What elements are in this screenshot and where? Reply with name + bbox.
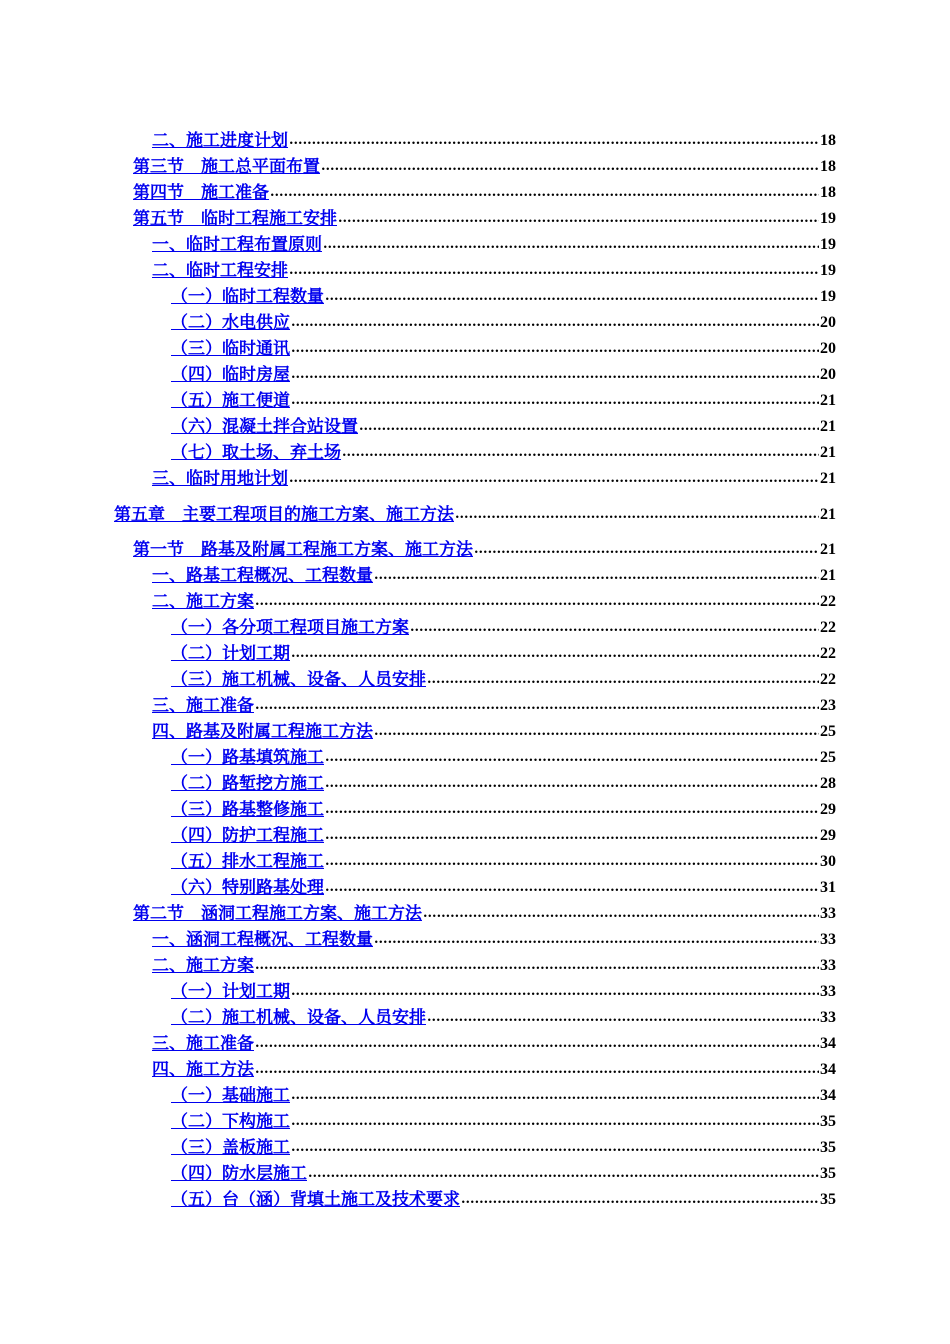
toc-leader-dots [255, 695, 819, 717]
toc-entry-label[interactable]: 第五节 临时工程施工安排 [133, 209, 337, 229]
toc-entry-label[interactable]: （六）混凝土拌合站设置 [171, 417, 358, 437]
toc-entry-page: 19 [820, 236, 836, 253]
toc-leader-dots [325, 747, 819, 769]
toc-entry-label[interactable]: 第三节 施工总平面布置 [133, 157, 320, 177]
toc-entry-label[interactable]: （五）台（涵）背填土施工及技术要求 [171, 1190, 460, 1210]
toc-entry-label[interactable]: （二）施工机械、设备、人员安排 [171, 1008, 426, 1028]
toc-entry[interactable] [0, 769, 950, 795]
toc-entry-page: 35 [820, 1113, 836, 1130]
toc-leader-dots [289, 130, 819, 152]
toc-entry[interactable] [0, 386, 950, 412]
toc-entry-label[interactable]: 四、施工方法 [152, 1060, 254, 1080]
toc-entry[interactable] [0, 639, 950, 665]
toc-leader-dots [374, 565, 819, 587]
toc-entry[interactable] [0, 535, 950, 561]
toc-entry-label[interactable]: （二）计划工期 [171, 644, 290, 664]
toc-leader-dots [325, 851, 819, 873]
toc-entry[interactable] [0, 230, 950, 256]
toc-entry-page: 19 [820, 288, 836, 305]
toc-entry-label[interactable]: （二）下构施工 [171, 1112, 290, 1132]
toc-entry-label[interactable]: （五）排水工程施工 [171, 852, 324, 872]
toc-entry[interactable] [0, 204, 950, 230]
toc-entry-label[interactable]: 二、施工进度计划 [152, 131, 288, 151]
toc-leader-dots [461, 1189, 819, 1211]
toc-entry-page: 33 [820, 905, 836, 922]
toc-leader-dots [321, 156, 819, 178]
toc-entry[interactable] [0, 282, 950, 308]
toc-entry-page: 20 [820, 366, 836, 383]
toc-leader-dots [325, 877, 819, 899]
toc-entry-label[interactable]: 四、路基及附属工程施工方法 [152, 722, 373, 742]
toc-entry-label[interactable]: （一）各分项工程项目施工方案 [171, 618, 409, 638]
toc-entry[interactable] [0, 1029, 950, 1055]
toc-entry-page: 28 [820, 775, 836, 792]
toc-entry-page: 22 [820, 593, 836, 610]
toc-entry-label[interactable]: （四）防护工程施工 [171, 826, 324, 846]
toc-entry-page: 23 [820, 697, 836, 714]
toc-leader-dots [338, 208, 819, 230]
toc-leader-dots [255, 955, 819, 977]
toc-entry-label[interactable]: 二、施工方案 [152, 592, 254, 612]
toc-leader-dots [255, 591, 819, 613]
toc-entry-page: 34 [820, 1035, 836, 1052]
toc-entry-label[interactable]: 第四节 施工准备 [133, 183, 269, 203]
toc-entry[interactable] [0, 1133, 950, 1159]
toc-entry-page: 35 [820, 1139, 836, 1156]
toc-entry-page: 21 [820, 541, 836, 558]
toc-entry[interactable] [0, 899, 950, 925]
table-of-contents [0, 126, 950, 1211]
toc-entry-page: 30 [820, 853, 836, 870]
toc-entry[interactable] [0, 178, 950, 204]
toc-entry-label[interactable]: （一）基础施工 [171, 1086, 290, 1106]
toc-leader-dots [291, 1111, 819, 1133]
toc-leader-dots [325, 773, 819, 795]
toc-entry-label[interactable]: 三、施工准备 [152, 696, 254, 716]
toc-entry-label[interactable]: （一）路基填筑施工 [171, 748, 324, 768]
toc-entry[interactable] [0, 334, 950, 360]
toc-entry-page: 25 [820, 749, 836, 766]
toc-leader-dots [291, 1085, 819, 1107]
toc-leader-dots [291, 312, 819, 334]
toc-entry[interactable] [0, 1159, 950, 1185]
toc-leader-dots [325, 286, 819, 308]
toc-leader-dots [291, 981, 819, 1003]
toc-leader-dots [289, 468, 819, 490]
toc-entry[interactable] [0, 360, 950, 386]
toc-entry-label[interactable]: 二、施工方案 [152, 956, 254, 976]
toc-entry[interactable] [0, 717, 950, 743]
toc-entry-page: 20 [820, 340, 836, 357]
toc-entry-page: 35 [820, 1191, 836, 1208]
toc-entry-label[interactable]: 三、施工准备 [152, 1034, 254, 1054]
toc-entry-label[interactable]: 第一节 路基及附属工程施工方案、施工方法 [133, 540, 473, 560]
toc-leader-dots [455, 504, 819, 526]
toc-entry-page: 19 [820, 210, 836, 227]
toc-leader-dots [342, 442, 819, 464]
toc-entry-page: 29 [820, 801, 836, 818]
toc-entry-page: 34 [820, 1087, 836, 1104]
toc-entry-label[interactable]: 第五章 主要工程项目的施工方案、施工方法 [114, 505, 454, 525]
toc-entry-page: 35 [820, 1165, 836, 1182]
toc-entry[interactable] [0, 743, 950, 769]
toc-entry-page: 21 [820, 506, 836, 523]
toc-entry[interactable] [0, 587, 950, 613]
toc-entry-page: 22 [820, 619, 836, 636]
toc-leader-dots [474, 539, 819, 561]
toc-leader-dots [427, 1007, 819, 1029]
toc-entry[interactable] [0, 665, 950, 691]
toc-entry-page: 22 [820, 671, 836, 688]
toc-entry-page: 25 [820, 723, 836, 740]
toc-entry-label[interactable]: （四）防水层施工 [171, 1164, 307, 1184]
toc-leader-dots [291, 338, 819, 360]
toc-entry[interactable] [0, 561, 950, 587]
toc-entry-label[interactable]: 三、临时用地计划 [152, 469, 288, 489]
toc-entry[interactable] [0, 795, 950, 821]
toc-entry-page: 29 [820, 827, 836, 844]
toc-entry-label[interactable]: （三）临时通讯 [171, 339, 290, 359]
toc-entry-page: 18 [820, 158, 836, 175]
toc-leader-dots [323, 234, 819, 256]
toc-entry-page: 18 [820, 184, 836, 201]
toc-entry-label[interactable]: 一、涵洞工程概况、工程数量 [152, 930, 373, 950]
toc-leader-dots [289, 260, 819, 282]
toc-leader-dots [291, 364, 819, 386]
toc-entry-page: 19 [820, 262, 836, 279]
toc-entry-page: 18 [820, 132, 836, 149]
toc-entry-label[interactable]: （三）施工机械、设备、人员安排 [171, 670, 426, 690]
toc-entry-label[interactable]: （六）特别路基处理 [171, 878, 324, 898]
toc-entry-label[interactable]: （二）路堑挖方施工 [171, 774, 324, 794]
toc-entry[interactable] [0, 1055, 950, 1081]
toc-entry-label[interactable]: （一）临时工程数量 [171, 287, 324, 307]
toc-entry-label[interactable]: （三）盖板施工 [171, 1138, 290, 1158]
toc-entry-label[interactable]: （七）取土场、弃土场 [171, 443, 341, 463]
toc-entry-page: 33 [820, 957, 836, 974]
toc-entry-page: 21 [820, 444, 836, 461]
toc-entry[interactable] [0, 126, 950, 152]
toc-entry[interactable] [0, 847, 950, 873]
toc-entry-label[interactable]: （四）临时房屋 [171, 365, 290, 385]
toc-entry-page: 21 [820, 392, 836, 409]
toc-chapter-entry[interactable] [0, 500, 950, 526]
toc-entry[interactable] [0, 1107, 950, 1133]
toc-entry-page: 20 [820, 314, 836, 331]
toc-entry-label[interactable]: 二、临时工程安排 [152, 261, 288, 281]
toc-leader-dots [374, 721, 819, 743]
toc-entry[interactable] [0, 438, 950, 464]
toc-entry[interactable] [0, 613, 950, 639]
toc-entry[interactable] [0, 412, 950, 438]
toc-entry[interactable] [0, 691, 950, 717]
toc-entry-label[interactable]: （一）计划工期 [171, 982, 290, 1002]
toc-entry-label[interactable]: 第二节 涵洞工程施工方案、施工方法 [133, 904, 422, 924]
toc-leader-dots [374, 929, 819, 951]
toc-entry-label[interactable]: 一、临时工程布置原则 [152, 235, 322, 255]
toc-entry[interactable] [0, 152, 950, 178]
toc-entry[interactable] [0, 951, 950, 977]
toc-leader-dots [325, 799, 819, 821]
toc-leader-dots [423, 903, 819, 925]
toc-leader-dots [410, 617, 819, 639]
toc-entry[interactable] [0, 977, 950, 1003]
toc-entry[interactable] [0, 256, 950, 282]
toc-leader-dots [291, 643, 819, 665]
toc-entry-page: 33 [820, 983, 836, 1000]
toc-entry[interactable] [0, 464, 950, 490]
toc-leader-dots [255, 1059, 819, 1081]
toc-entry-page: 22 [820, 645, 836, 662]
toc-leader-dots [270, 182, 819, 204]
toc-entry-page: 34 [820, 1061, 836, 1078]
toc-entry[interactable] [0, 1185, 950, 1211]
toc-entry-label[interactable]: （二）水电供应 [171, 313, 290, 333]
toc-entry[interactable] [0, 873, 950, 899]
toc-entry-label[interactable]: （三）路基整修施工 [171, 800, 324, 820]
toc-entry-page: 21 [820, 470, 836, 487]
toc-entry-page: 21 [820, 418, 836, 435]
toc-leader-dots [291, 390, 819, 412]
toc-entry[interactable] [0, 925, 950, 951]
toc-entry-page: 21 [820, 567, 836, 584]
toc-leader-dots [255, 1033, 819, 1055]
toc-entry[interactable] [0, 1081, 950, 1107]
toc-entry-page: 33 [820, 1009, 836, 1026]
toc-entry-page: 33 [820, 931, 836, 948]
toc-leader-dots [427, 669, 819, 691]
toc-leader-dots [325, 825, 819, 847]
toc-leader-dots [359, 416, 819, 438]
toc-entry-label[interactable]: 一、路基工程概况、工程数量 [152, 566, 373, 586]
toc-entry[interactable] [0, 308, 950, 334]
toc-leader-dots [308, 1163, 819, 1185]
toc-entry-page: 31 [820, 879, 836, 896]
toc-entry[interactable] [0, 1003, 950, 1029]
toc-entry[interactable] [0, 821, 950, 847]
toc-leader-dots [291, 1137, 819, 1159]
toc-entry-label[interactable]: （五）施工便道 [171, 391, 290, 411]
